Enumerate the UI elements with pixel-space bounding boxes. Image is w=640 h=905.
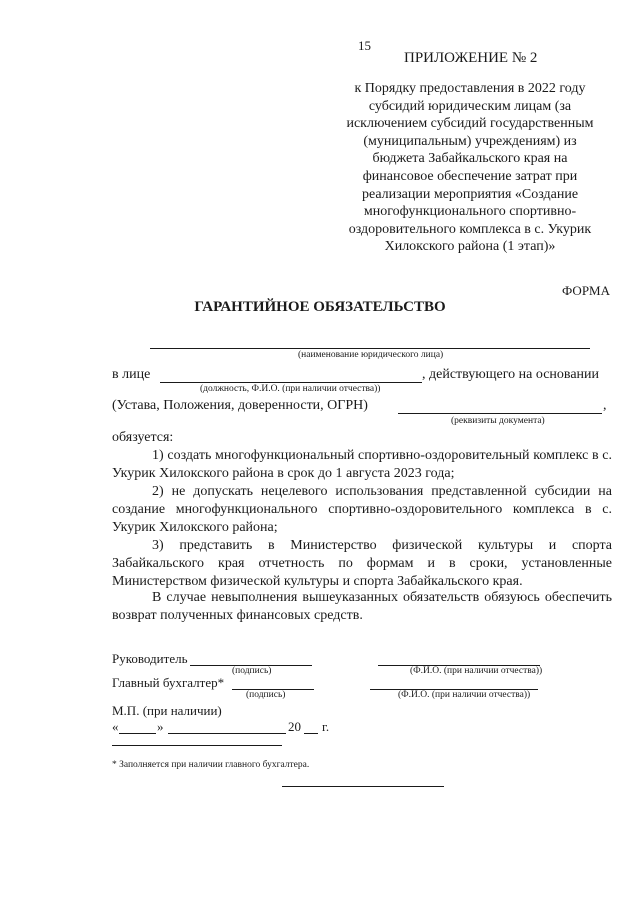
year-prefix: 20 bbox=[288, 719, 301, 734]
page-number: 15 bbox=[358, 38, 371, 53]
entity-name-caption: (наименование юридического лица) bbox=[298, 350, 444, 360]
basis-end: , bbox=[603, 398, 607, 413]
form-label: ФОРМА bbox=[562, 283, 610, 298]
date-open-quote: « bbox=[112, 719, 119, 734]
annex-line: Хилокского района (1 этап)» bbox=[384, 239, 556, 255]
basis-caption: (реквизиты документа) bbox=[451, 416, 545, 426]
annex-description bbox=[330, 80, 610, 256]
annex-title: ПРИЛОЖЕНИЕ № 2 bbox=[404, 50, 538, 66]
annex-line: субсидий юридическим лицам (за bbox=[368, 98, 572, 114]
head-name-caption: (Ф.И.О. (при наличии отчества)) bbox=[410, 666, 543, 676]
annex-line: финансовое обеспечение затрат при bbox=[362, 168, 578, 184]
year-suffix: г. bbox=[322, 719, 330, 734]
basis-text: (Устава, Положения, доверенности, ОГРН) bbox=[112, 398, 368, 413]
accountant-signature-caption: (подпись) bbox=[246, 690, 286, 700]
accountant-name-caption: (Ф.И.О. (при наличии отчества)) bbox=[398, 690, 531, 700]
annex-line: реализации мероприятия «Создание bbox=[361, 186, 579, 202]
obligation-item-2: 2) не допускать нецелевого использования представленной субсидии на создание многофункционального спортивно-оздоровительного комплекса в с. Укурик Хилокского района; bbox=[112, 484, 612, 535]
date-close-quote: » bbox=[157, 719, 164, 734]
representative-suffix: , действующего на основании bbox=[422, 367, 600, 382]
document-title: ГАРАНТИЙНОЕ ОБЯЗАТЕЛЬСТВО bbox=[194, 299, 446, 315]
annex-line: бюджета Забайкальского края на bbox=[372, 151, 568, 167]
footnote: * Заполняется при наличии главного бухгалтера. bbox=[112, 760, 310, 770]
representative-caption: (должность, Ф.И.О. (при наличии отчества)) bbox=[200, 384, 381, 394]
accountant-label: Главный бухгалтер* bbox=[112, 675, 225, 690]
date-day-line bbox=[119, 733, 156, 734]
obligates-label: обязуется: bbox=[112, 430, 174, 445]
annex-line: исключением субсидий государственным bbox=[346, 116, 594, 132]
obligation-item-3: 3) представить в Министерство физической культуры и спорта Забайкальского края отчетность по формам и в сроки, установленные Министерством физической культуры и спорта Забайкальского края. bbox=[112, 538, 612, 589]
head-label: Руководитель bbox=[112, 651, 188, 666]
annex-line: многофункционального спортивно- bbox=[363, 204, 577, 220]
date-month-line bbox=[168, 733, 286, 734]
stamp-label: М.П. (при наличии) bbox=[112, 703, 222, 718]
footnote-separator bbox=[112, 745, 282, 746]
representative-line bbox=[160, 382, 422, 383]
entity-name-line bbox=[150, 348, 590, 349]
head-signature-caption: (подпись) bbox=[232, 666, 272, 676]
annex-line: (муниципальным) учреждениям) из bbox=[363, 133, 577, 149]
end-rule bbox=[282, 786, 444, 787]
obligation-item-1: 1) создать многофункциональный спортивно-оздоровительный комплекс в с. Укурик Хилокского района в срок до 1 августа 2023 года; bbox=[112, 448, 612, 481]
representative-prefix: в лице bbox=[112, 367, 151, 382]
annex-line: к Порядку предоставления в 2022 году bbox=[354, 81, 586, 96]
year-line bbox=[304, 733, 318, 734]
basis-line bbox=[398, 413, 602, 414]
closing-paragraph: В случае невыполнения вышеуказанных обязательств обязуюсь обеспечить возврат полученных финансовых средств. bbox=[112, 590, 612, 623]
annex-line: оздоровительного комплекса в с. Укурик bbox=[348, 221, 592, 237]
